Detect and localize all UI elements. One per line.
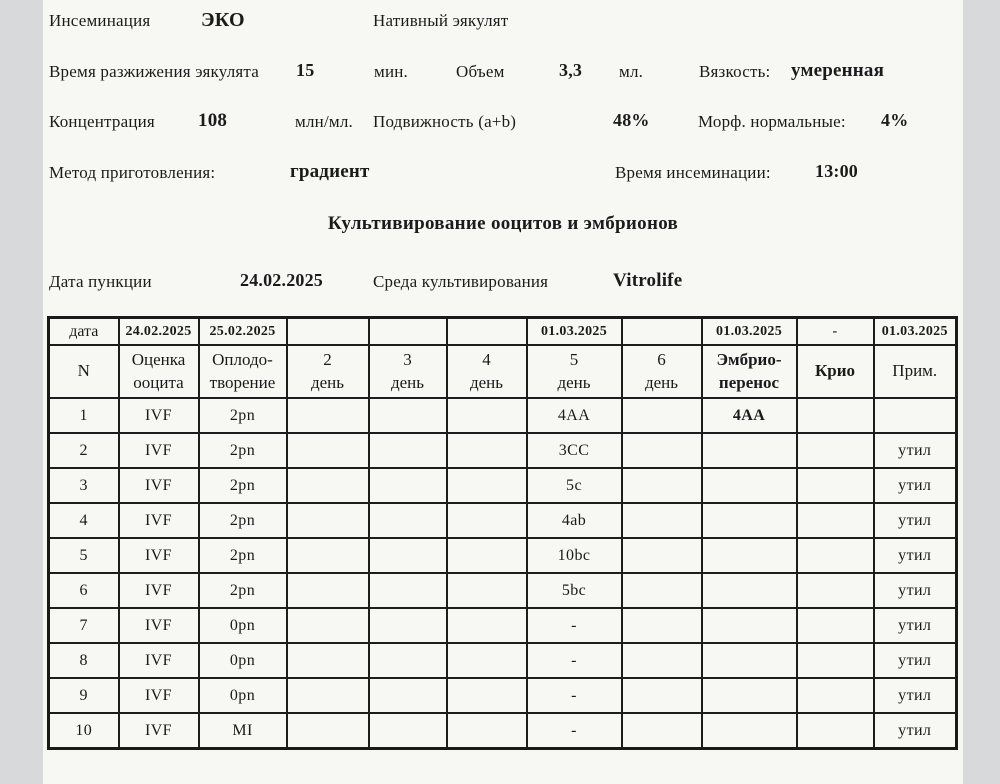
- table-cell: IVF: [119, 468, 199, 503]
- table-cell: 6 день: [622, 345, 702, 398]
- table-cell: [622, 503, 702, 538]
- table-cell: [287, 608, 369, 643]
- table-row: [49, 538, 957, 573]
- table-cell: [702, 573, 797, 608]
- table-row: [49, 678, 957, 713]
- table-cell: 3 день: [369, 345, 447, 398]
- table-cell: утил: [874, 538, 957, 573]
- table-cell: [797, 573, 874, 608]
- table-cell: 10bc: [527, 538, 622, 573]
- table-cell: [702, 608, 797, 643]
- table-cell: [447, 318, 527, 346]
- table-cell: 5: [49, 538, 119, 573]
- culture-table-body: [49, 318, 957, 749]
- insemination-time-label: Время инсеминации:: [615, 163, 771, 182]
- table-cell: IVF: [119, 398, 199, 433]
- table-cell: [287, 318, 369, 346]
- volume-unit: мл.: [619, 62, 644, 81]
- table-cell: IVF: [119, 713, 199, 749]
- table-cell: [287, 433, 369, 468]
- table-cell: дата: [49, 318, 119, 346]
- table-cell: Крио: [797, 345, 874, 398]
- table-cell: [369, 678, 447, 713]
- table-cell: Оплодо- творение: [199, 345, 287, 398]
- table-cell: 4: [49, 503, 119, 538]
- table-row: [49, 433, 957, 468]
- table-cell: [622, 433, 702, 468]
- table-cell: 2pn: [199, 433, 287, 468]
- table-cell: -: [527, 608, 622, 643]
- table-cell: [797, 433, 874, 468]
- viscosity-value: умеренная: [791, 60, 885, 81]
- table-cell: [287, 643, 369, 678]
- table-cell: [622, 608, 702, 643]
- table-cell: [287, 503, 369, 538]
- table-cell: [447, 433, 527, 468]
- section-title: Культивирование ооцитов и эмбрионов: [327, 213, 679, 234]
- table-cell: [287, 573, 369, 608]
- table-cell: 2pn: [199, 468, 287, 503]
- table-cell: [622, 318, 702, 346]
- table-cell: 2pn: [199, 538, 287, 573]
- insemination-note: Нативный эякулят: [373, 11, 509, 30]
- table-cell: [622, 713, 702, 749]
- table-cell: 01.03.2025: [527, 318, 622, 346]
- table-cell: Эмбрио- перенос: [702, 345, 797, 398]
- table-row: [49, 713, 957, 749]
- header-row: [49, 345, 957, 398]
- table-cell: 24.02.2025: [119, 318, 199, 346]
- table-cell: утил: [874, 468, 957, 503]
- table-cell: [369, 503, 447, 538]
- table-cell: утил: [874, 678, 957, 713]
- culture-medium-label: Среда культивирования: [373, 272, 549, 291]
- table-cell: 01.03.2025: [702, 318, 797, 346]
- table-cell: 8: [49, 643, 119, 678]
- table-cell: 2pn: [199, 503, 287, 538]
- puncture-date-value: 24.02.2025: [240, 270, 323, 290]
- table-cell: [622, 468, 702, 503]
- viscosity-label: Вязкость:: [699, 62, 771, 81]
- puncture-date-label: Дата пункции: [49, 272, 152, 291]
- table-cell: утил: [874, 608, 957, 643]
- table-cell: [447, 678, 527, 713]
- table-cell: [797, 643, 874, 678]
- table-cell: [797, 503, 874, 538]
- table-cell: [287, 538, 369, 573]
- table-cell: 4AA: [702, 398, 797, 433]
- table-cell: 2pn: [199, 398, 287, 433]
- table-cell: 10: [49, 713, 119, 749]
- table-cell: [369, 538, 447, 573]
- table-cell: IVF: [119, 573, 199, 608]
- table-cell: 5 день: [527, 345, 622, 398]
- table-row: [49, 468, 957, 503]
- table-cell: IVF: [119, 503, 199, 538]
- table-cell: 3: [49, 468, 119, 503]
- table-cell: [622, 643, 702, 678]
- insemination-value: ЭКО: [201, 9, 245, 31]
- table-cell: N: [49, 345, 119, 398]
- morphology-label: Морф. нормальные:: [698, 112, 846, 131]
- table-cell: [369, 643, 447, 678]
- table-cell: утил: [874, 503, 957, 538]
- table-cell: [447, 503, 527, 538]
- table-cell: [369, 468, 447, 503]
- table-cell: [622, 573, 702, 608]
- liquefaction-time-unit: мин.: [374, 62, 409, 81]
- table-cell: [369, 433, 447, 468]
- table-cell: [702, 468, 797, 503]
- table-cell: 5bc: [527, 573, 622, 608]
- table-cell: [797, 538, 874, 573]
- morphology-value: 4%: [881, 110, 909, 130]
- concentration-value: 108: [198, 110, 228, 131]
- table-cell: [702, 713, 797, 749]
- table-cell: [369, 713, 447, 749]
- table-cell: 0pn: [199, 678, 287, 713]
- table-cell: -: [797, 318, 874, 346]
- table-cell: [447, 608, 527, 643]
- table-cell: -: [527, 678, 622, 713]
- culture-medium-value: Vitrolife: [613, 270, 683, 291]
- table-cell: [797, 713, 874, 749]
- table-cell: Оценка ооцита: [119, 345, 199, 398]
- table-cell: [369, 318, 447, 346]
- table-cell: 2 день: [287, 345, 369, 398]
- table-cell: [369, 608, 447, 643]
- table-cell: [702, 503, 797, 538]
- table-cell: IVF: [119, 608, 199, 643]
- table-cell: 3CC: [527, 433, 622, 468]
- liquefaction-time-label: Время разжижения эякулята: [49, 62, 259, 81]
- table-row: [49, 503, 957, 538]
- table-cell: [447, 538, 527, 573]
- table-cell: [622, 538, 702, 573]
- insemination-time-value: 13:00: [815, 161, 858, 181]
- table-cell: 5c: [527, 468, 622, 503]
- table-cell: [369, 398, 447, 433]
- motility-label: Подвижность (a+b): [373, 112, 517, 131]
- table-cell: [447, 643, 527, 678]
- table-cell: [447, 713, 527, 749]
- table-cell: утил: [874, 433, 957, 468]
- volume-label: Объем: [456, 62, 505, 81]
- table-cell: 6: [49, 573, 119, 608]
- table-cell: MI: [199, 713, 287, 749]
- table-cell: 25.02.2025: [199, 318, 287, 346]
- table-cell: [447, 573, 527, 608]
- volume-value: 3,3: [559, 60, 583, 80]
- table-row: [49, 573, 957, 608]
- date-row: [49, 318, 957, 346]
- table-cell: 9: [49, 678, 119, 713]
- table-cell: [287, 468, 369, 503]
- table-row: [49, 643, 957, 678]
- table-cell: -: [527, 643, 622, 678]
- table-cell: 2pn: [199, 573, 287, 608]
- table-cell: [287, 678, 369, 713]
- prep-method-value: градиент: [290, 161, 370, 182]
- table-cell: [797, 398, 874, 433]
- table-cell: IVF: [119, 538, 199, 573]
- culture-table: [47, 316, 958, 750]
- table-cell: [797, 468, 874, 503]
- table-row: [49, 608, 957, 643]
- table-cell: IVF: [119, 678, 199, 713]
- table-cell: утил: [874, 643, 957, 678]
- table-cell: [447, 468, 527, 503]
- motility-value: 48%: [613, 110, 650, 130]
- table-cell: 4 день: [447, 345, 527, 398]
- table-cell: -: [527, 713, 622, 749]
- table-cell: [447, 398, 527, 433]
- liquefaction-time-value: 15: [296, 60, 315, 80]
- table-cell: [369, 573, 447, 608]
- table-cell: [874, 398, 957, 433]
- table-cell: 4ab: [527, 503, 622, 538]
- table-cell: [797, 608, 874, 643]
- insemination-label: Инсеминация: [49, 11, 151, 30]
- table-cell: [622, 678, 702, 713]
- table-cell: [797, 678, 874, 713]
- table-cell: [702, 538, 797, 573]
- table-cell: Прим.: [874, 345, 957, 398]
- table-cell: 4AA: [527, 398, 622, 433]
- table-cell: [702, 643, 797, 678]
- table-cell: 2: [49, 433, 119, 468]
- prep-method-label: Метод приготовления:: [49, 163, 216, 182]
- table-cell: [702, 678, 797, 713]
- table-cell: [622, 398, 702, 433]
- document-page: [43, 0, 963, 784]
- table-cell: утил: [874, 713, 957, 749]
- table-cell: 0pn: [199, 608, 287, 643]
- table-row: [49, 398, 957, 433]
- table-cell: IVF: [119, 433, 199, 468]
- table-cell: 01.03.2025: [874, 318, 957, 346]
- concentration-unit: млн/мл.: [295, 112, 353, 131]
- concentration-label: Концентрация: [49, 112, 155, 131]
- table-cell: 0pn: [199, 643, 287, 678]
- table-cell: [702, 433, 797, 468]
- table-cell: [287, 398, 369, 433]
- table-cell: 7: [49, 608, 119, 643]
- table-cell: утил: [874, 573, 957, 608]
- table-cell: [287, 713, 369, 749]
- table-cell: 1: [49, 398, 119, 433]
- table-cell: IVF: [119, 643, 199, 678]
